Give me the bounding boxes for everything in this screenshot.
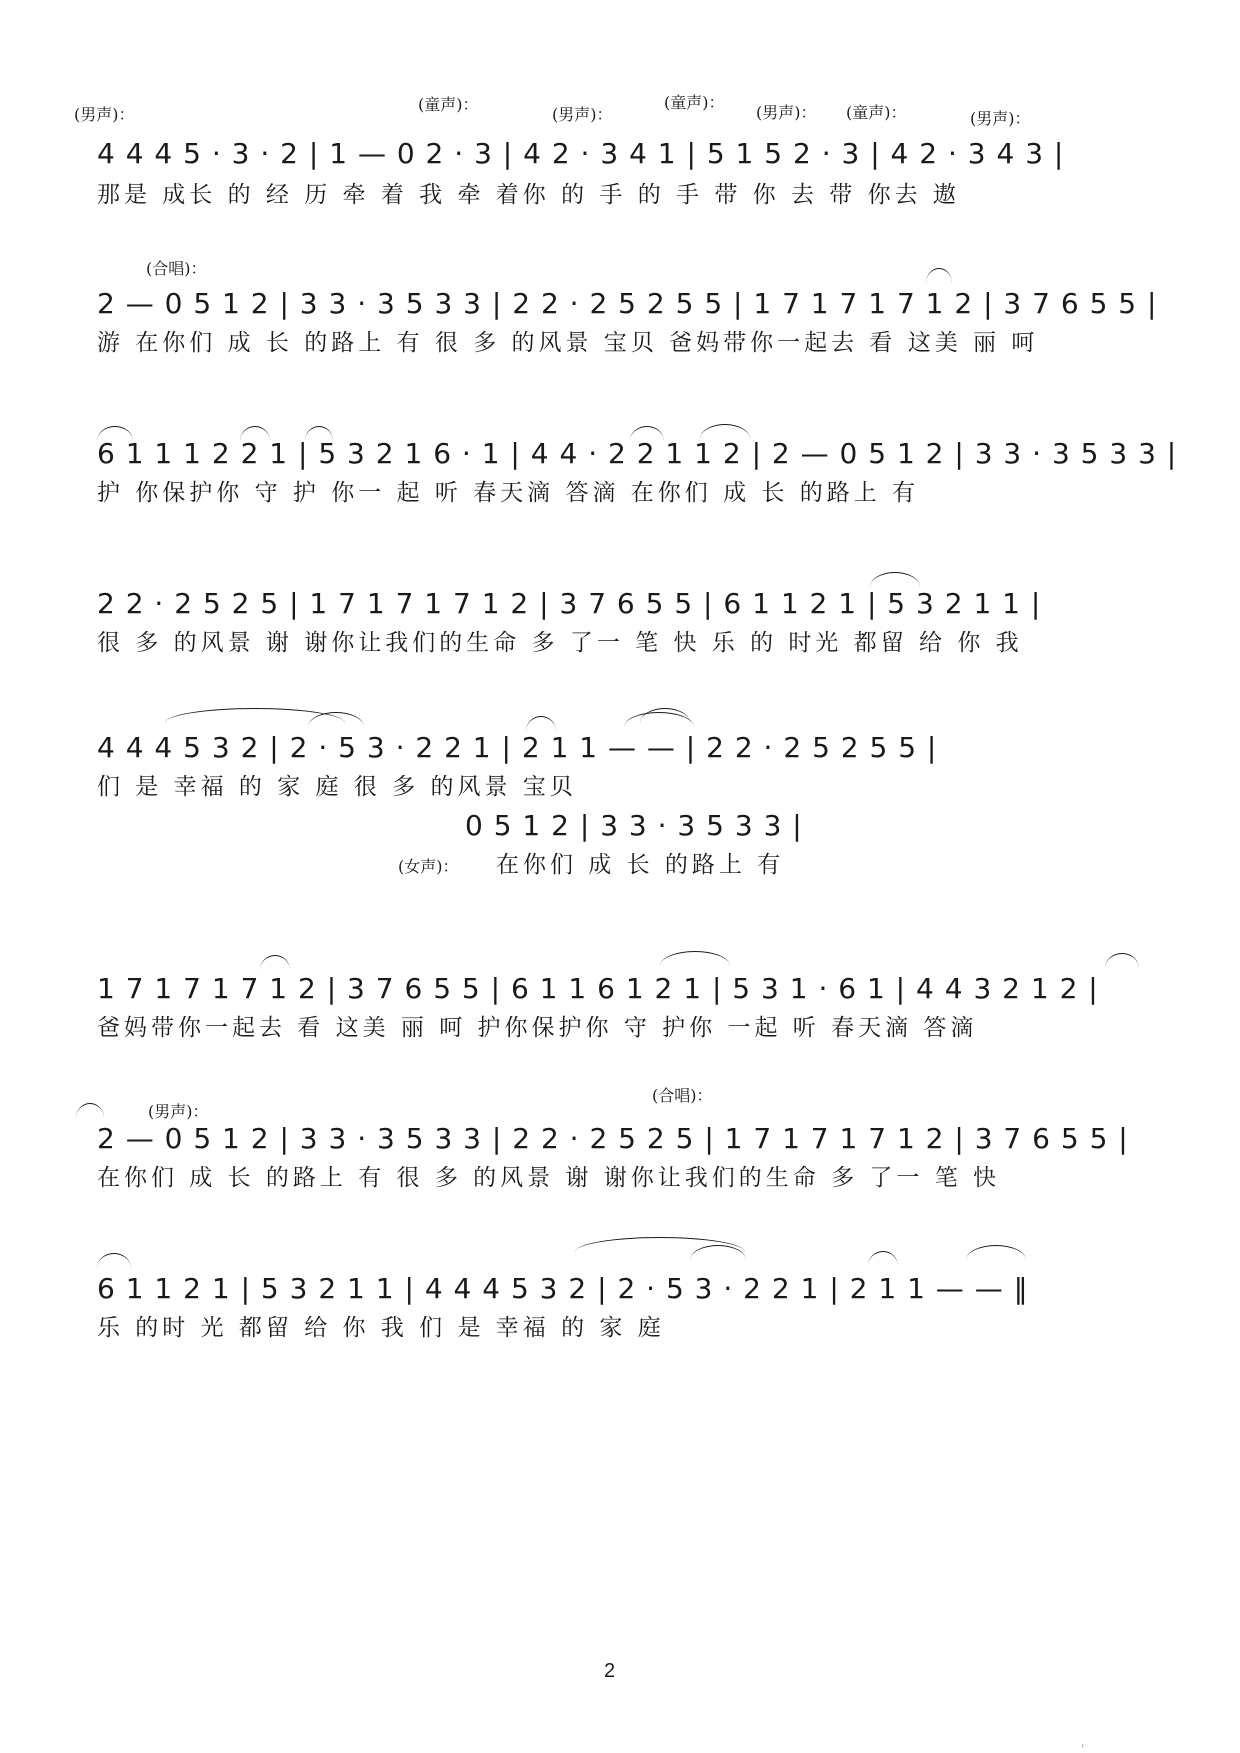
part-label-male: (男声)： <box>970 109 1031 128</box>
slur <box>868 1251 898 1266</box>
female-lyrics-line: 在你们 成 长 的路上 有 <box>496 852 785 878</box>
slur <box>966 1245 1026 1260</box>
slur <box>76 1103 104 1118</box>
lyrics-line: 游 在你们 成 长 的路上 有 很 多 的风景 宝贝 爸妈带你一起去 看 这美 丽 呵 <box>97 330 1039 356</box>
slur <box>660 951 730 966</box>
part-label-male: (男声)： <box>756 103 817 122</box>
part-label-male: (男声)： <box>148 1102 209 1121</box>
slur <box>926 268 952 283</box>
lyrics-line: 在你们 成 长 的路上 有 很 多 的风景 谢 谢你让我们的生命 多 了一 笔 快 <box>97 1165 1001 1191</box>
slur <box>260 955 290 970</box>
part-label-male: (男声)： <box>74 105 135 124</box>
female-notation-line: 0 5 1 2 | 3 3 · 3 5 3 3 | <box>465 809 803 842</box>
slur <box>640 708 690 723</box>
lyrics-line: 那是 成长 的 经 历 牵 着 我 牵 着你 的 手 的 手 带 你 去 带 你去 遨 <box>97 182 960 208</box>
lyrics-line: 乐 的时 光 都留 给 你 我 们 是 幸福 的 家 庭 <box>97 1315 665 1341</box>
lyrics-line: 爸妈带你一起去 看 这美 丽 呵 护你保护你 守 护你 一起 听 春天滴 答滴 <box>97 1015 978 1041</box>
corner-mark: ᵣ <box>1082 1740 1084 1749</box>
slur <box>1105 953 1139 968</box>
slur <box>870 572 920 587</box>
notation-line: 4 4 4 5 3 2 | 2 · 5 3 · 2 2 1 | 2 1 1 — — | 2 2 · 2 5 2 5 5 | <box>97 731 938 764</box>
lyrics-line: 们 是 幸福 的 家 庭 很 多 的风景 宝贝 <box>97 774 577 800</box>
notation-line: 4 4 4 5 · 3 · 2 | 1 — 0 2 · 3 | 4 2 · 3 4 1 | 5 1 5 2 · 3 | 4 2 · 3 4 3 | <box>97 137 1065 170</box>
notation-line: 2 — 0 5 1 2 | 3 3 · 3 5 3 3 | 2 2 · 2 5 2 5 5 | 1 7 1 7 1 7 1 2 | 3 7 6 5 5 | <box>97 287 1158 320</box>
part-label-male: (男声)： <box>552 105 613 124</box>
lyrics-line: 很 多 的风景 谢 谢你让我们的生命 多 了一 笔 快 乐 的 时光 都留 给 你 我 <box>97 630 1023 656</box>
part-label-chorus: (合唱)： <box>652 1086 713 1105</box>
notation-line: 6 1 1 1 2 2 1 | 5 3 2 1 6 · 1 | 4 4 · 2 2 1 1 2 | 2 — 0 5 1 2 | 3 3 · 3 5 3 3 | <box>97 437 1178 470</box>
lyrics-line: 护 你保护你 守 护 你一 起 听 春天滴 答滴 在你们 成 长 的路上 有 <box>97 480 920 506</box>
part-label-female: (女声)： <box>398 857 459 876</box>
page-number: 2 <box>604 1660 616 1682</box>
notation-line: 2 — 0 5 1 2 | 3 3 · 3 5 3 3 | 2 2 · 2 5 2 5 | 1 7 1 7 1 7 1 2 | 3 7 6 5 5 | <box>97 1122 1129 1155</box>
part-label-child: (童声)： <box>418 95 479 114</box>
part-label-chorus: (合唱)： <box>146 259 207 278</box>
slur <box>97 1253 131 1268</box>
notation-line: 1 7 1 7 1 7 1 2 | 3 7 6 5 5 | 6 1 1 6 1 2 1 | 5 3 1 · 6 1 | 4 4 3 2 1 2 | <box>97 972 1099 1005</box>
part-label-child: (童声)： <box>664 93 725 112</box>
slur <box>526 716 556 731</box>
notation-line: 6 1 1 2 1 | 5 3 2 1 1 | 4 4 4 5 3 2 | 2 · 5 3 · 2 2 1 | 2 1 1 — — ‖ <box>97 1272 1029 1305</box>
part-label-child: (童声)： <box>846 103 907 122</box>
notation-line: 2 2 · 2 5 2 5 | 1 7 1 7 1 7 1 2 | 3 7 6 5 5 | 6 1 1 2 1 | 5 3 2 1 1 | <box>97 587 1042 620</box>
